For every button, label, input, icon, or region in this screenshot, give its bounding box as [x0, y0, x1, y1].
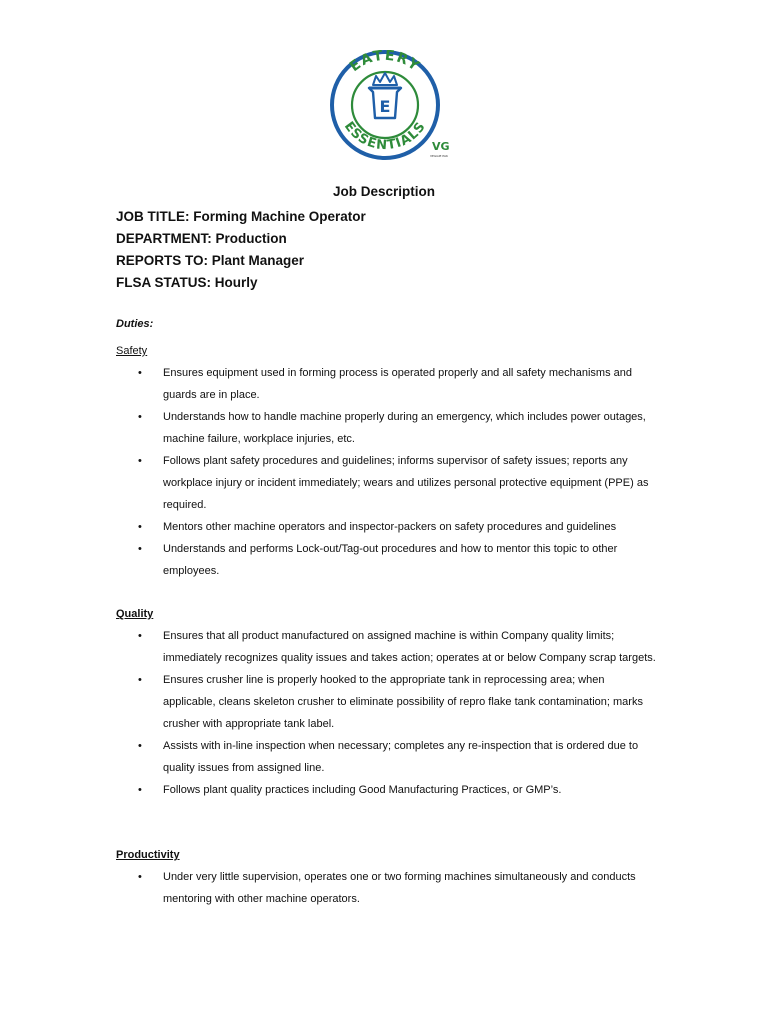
quality-list — [138, 625, 658, 801]
bullet-icon: • — [138, 455, 142, 467]
department-line: DEPARTMENT: Production — [116, 231, 287, 246]
job-header — [116, 206, 366, 294]
list-item-text: Follows plant quality practices including Good Manufacturing Practices, or GMP’s. — [163, 784, 562, 796]
bullet-icon: • — [138, 674, 142, 686]
list-item — [138, 516, 658, 538]
job-title-line: JOB TITLE: Forming Machine Operator — [116, 209, 366, 224]
list-item-text: Follows plant safety procedures and guidelines; informs supervisor of safety issues; reports any workplace injury or incident immediately; wears and utilizes personal protective equipment (PPE) as required. — [163, 455, 649, 511]
section-heading-safety: Safety — [116, 345, 148, 357]
reports-to-line: REPORTS TO: Plant Manager — [116, 253, 305, 268]
bullet-icon: • — [138, 543, 142, 555]
list-item-text: Mentors other machine operators and inspector-packers on safety procedures and guidelines — [163, 521, 617, 533]
list-item — [138, 866, 658, 910]
svg-text:EATERY: EATERY — [346, 50, 423, 76]
svg-text:VEGGIE PAK: VEGGIE PAK — [430, 154, 448, 158]
svg-text:E: E — [379, 97, 391, 116]
duties-label: Duties: — [116, 318, 154, 330]
list-item-text: Under very little supervision, operates one or two forming machines simultaneously and conducts mentoring with other machine operators. — [163, 871, 636, 905]
list-item — [138, 362, 658, 406]
document-title: Job Description — [332, 184, 435, 199]
bullet-icon: • — [138, 521, 142, 533]
section-heading-productivity: Productivity — [116, 849, 180, 861]
bullet-icon: • — [138, 367, 142, 379]
list-item-text: Understands how to handle machine properly during an emergency, which includes power outages, machine failure, workplace injuries, etc. — [163, 411, 646, 445]
bullet-icon: • — [138, 630, 142, 642]
productivity-list — [138, 866, 658, 910]
list-item-text: Assists with in-line inspection when necessary; completes any re-inspection that is ordered due to quality issues from assigned line. — [163, 740, 639, 774]
list-item — [138, 735, 658, 779]
svg-text:VG: VG — [432, 140, 450, 153]
list-item — [138, 669, 658, 735]
list-item — [138, 406, 658, 450]
list-item — [138, 450, 658, 516]
list-item-text: Ensures that all product manufactured on assigned machine is within Company quality limits; immediately recognizes quality issues and takes action; operates at or below Company scrap targets. — [163, 630, 656, 664]
bullet-icon: • — [138, 784, 142, 796]
list-item-text: Ensures equipment used in forming process is operated properly and all safety mechanisms and guards are in place. — [163, 367, 632, 401]
list-item — [138, 625, 658, 669]
svg-text:ESSENTIALS: ESSENTIALS — [340, 119, 430, 154]
safety-list — [138, 362, 658, 582]
bullet-icon: • — [138, 740, 142, 752]
bullet-icon: • — [138, 411, 142, 423]
list-item — [138, 538, 658, 582]
list-item-text: Ensures crusher line is properly hooked to the appropriate tank in reprocessing area; when applicable, cleans skeleton crusher to eliminate possibility of repro flake tank contamination; marks crusher with appropriate tank label. — [163, 674, 643, 730]
eatery-essentials-logo — [318, 50, 453, 160]
flsa-status-line: FLSA STATUS: Hourly — [116, 275, 258, 290]
section-heading-quality: Quality — [116, 608, 154, 620]
list-item — [138, 779, 658, 801]
bullet-icon: • — [138, 871, 142, 883]
list-item-text: Understands and performs Lock-out/Tag-out procedures and how to mentor this topic to other employees. — [163, 543, 618, 577]
